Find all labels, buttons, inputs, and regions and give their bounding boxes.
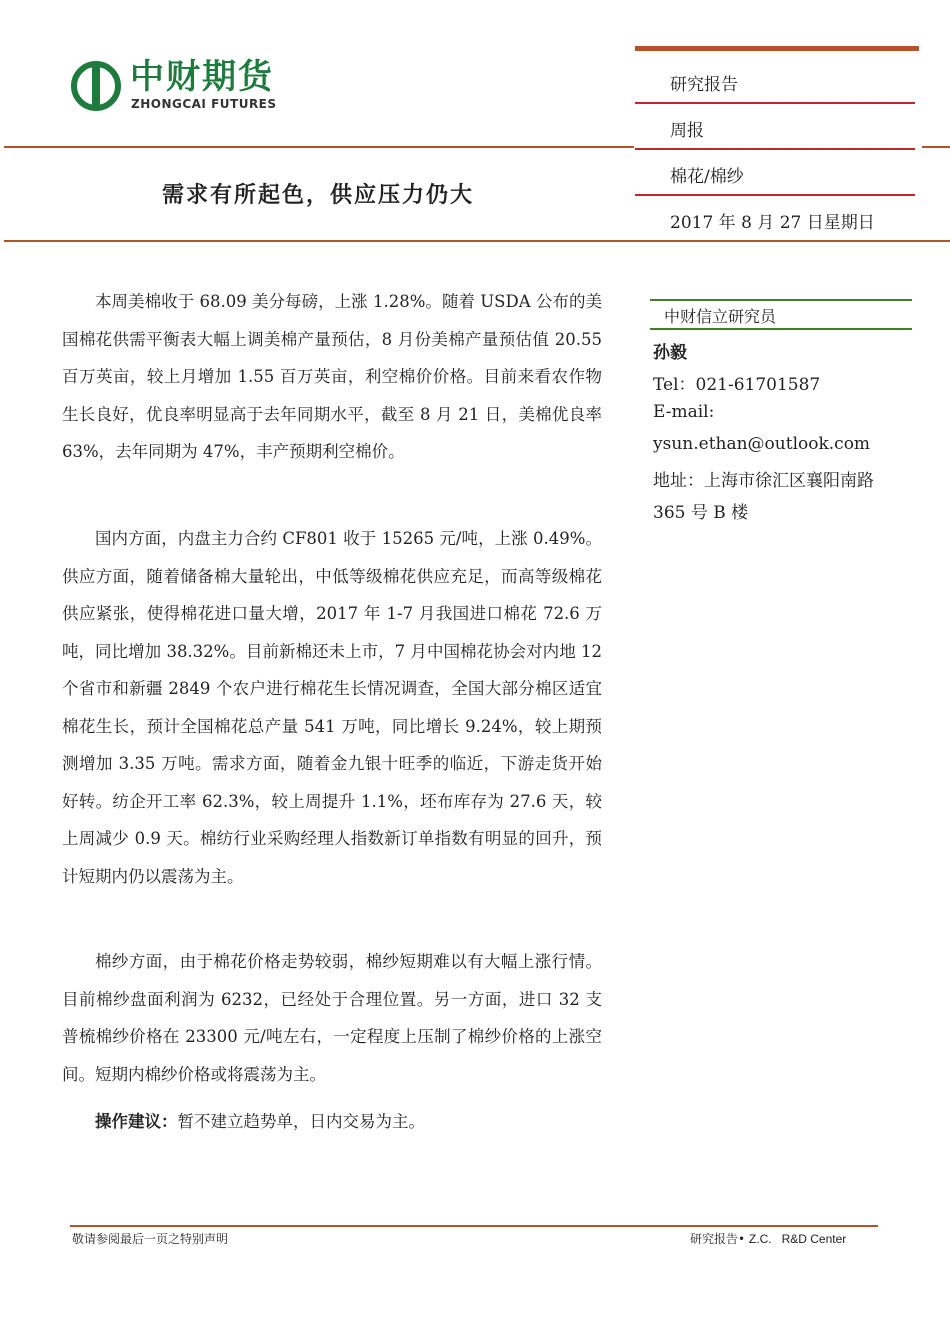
researcher-email-label: E-mail: [653, 402, 715, 422]
header-divider [635, 148, 915, 150]
report-category: 棉花/棉纱 [670, 167, 744, 187]
zhongcai-logo-icon [70, 60, 122, 112]
header-rule [4, 146, 634, 148]
paragraph-us-cotton: 本周美棉收于 68.09 美分每磅，上涨 1.28%。随着 USDA 公布的美国棉花供需平衡表大幅上调美棉产量预估，8 月份美棉产量预估值 20.55 百万英亩，较上月增加 1.55 百万英亩，利空棉价价格。目前来看农作物生长良好，优良率明显高于去年同期水平，截至 8 月 21 日，美棉优良率 63%，去年同期为 47%，丰产预期利空棉价。 [62, 292, 602, 461]
researcher-name: 孙毅 [653, 343, 687, 363]
logo-chinese-name: 中财期货 [130, 57, 274, 97]
report-title: 需求有所起色，供应压力仍大 [162, 182, 475, 208]
footer-report-label: 研究报告• [690, 1232, 746, 1246]
title-rule [4, 240, 950, 242]
report-frequency: 周报 [670, 121, 704, 141]
logo-english-name: ZHONGCAI FUTURES [131, 97, 277, 111]
researcher-bottom-line [650, 328, 912, 330]
paragraph-domestic: 国内方面，内盘主力合约 CF801 收于 15265 元/吨，上涨 0.49%。供应方面，随着储备棉大量轮出，中低等级棉花供应充足，而高等级棉花供应紧张，使得棉花进口量大增，2017 年 1-7 月我国进口棉花 72.6 万吨，同比增加 38.32%。目前新棉还未上市，7 月中国棉花协会对内地 12 个省市和新疆 2849 个农户进行棉花生长情况调查，全国大部分棉区适宜棉花生长，预计全国棉花总产量 541 万吨，同比增长 9.24%，较上期预测增加 3.35 万吨。需求方面，随着金九银十旺季的临近，下游走货开始好转。纺企开工率 62.3%，较上周提升 1.1%，坯布库存为 27.6 天，较上周减少 0.9 天。棉纺行业采购经理人指数新订单指数有明显的回升，预计短期内仍以震荡为主。 [62, 529, 602, 886]
report-type: 研究报告 [670, 75, 738, 95]
advice-label: 操作建议： [95, 1112, 178, 1131]
header-top-bar [635, 46, 919, 51]
researcher-tel: Tel：021-61701587 [653, 375, 821, 395]
footer-rule [70, 1225, 878, 1227]
paragraph-cotton-yarn: 棉纱方面，由于棉花价格走势较弱，棉纱短期难以有大幅上涨行情。目前棉纱盘面利润为 6232，已经处于合理位置。另一方面，进口 32 支普梳棉纱价格在 23300 元/吨左右，一定程度上压制了棉纱价格的上涨空间。短期内棉纱价格或将震荡为主。 [62, 952, 602, 1084]
researcher-address-line1: 地址：上海市徐汇区襄阳南路 [653, 471, 874, 491]
report-date: 2017 年 8 月 27 日星期日 [670, 213, 875, 233]
researcher-email[interactable]: ysun.ethan@outlook.com [653, 434, 871, 454]
footer-rd-center: Z.C. R&D Center [748, 1232, 847, 1246]
footer-center-label [690, 1230, 846, 1247]
footer-disclaimer: 敬请参阅最后一页之特别声明 [72, 1232, 229, 1246]
researcher-top-line [650, 299, 912, 301]
header-divider [635, 194, 915, 196]
operation-advice [95, 1108, 425, 1132]
header-rule-right [922, 146, 950, 148]
header-divider [635, 102, 915, 104]
advice-text: 暂不建立趋势单，日内交易为主。 [177, 1112, 425, 1131]
researcher-section-title: 中财信立研究员 [664, 307, 777, 326]
researcher-address-line2: 365 号 B 楼 [653, 503, 749, 523]
